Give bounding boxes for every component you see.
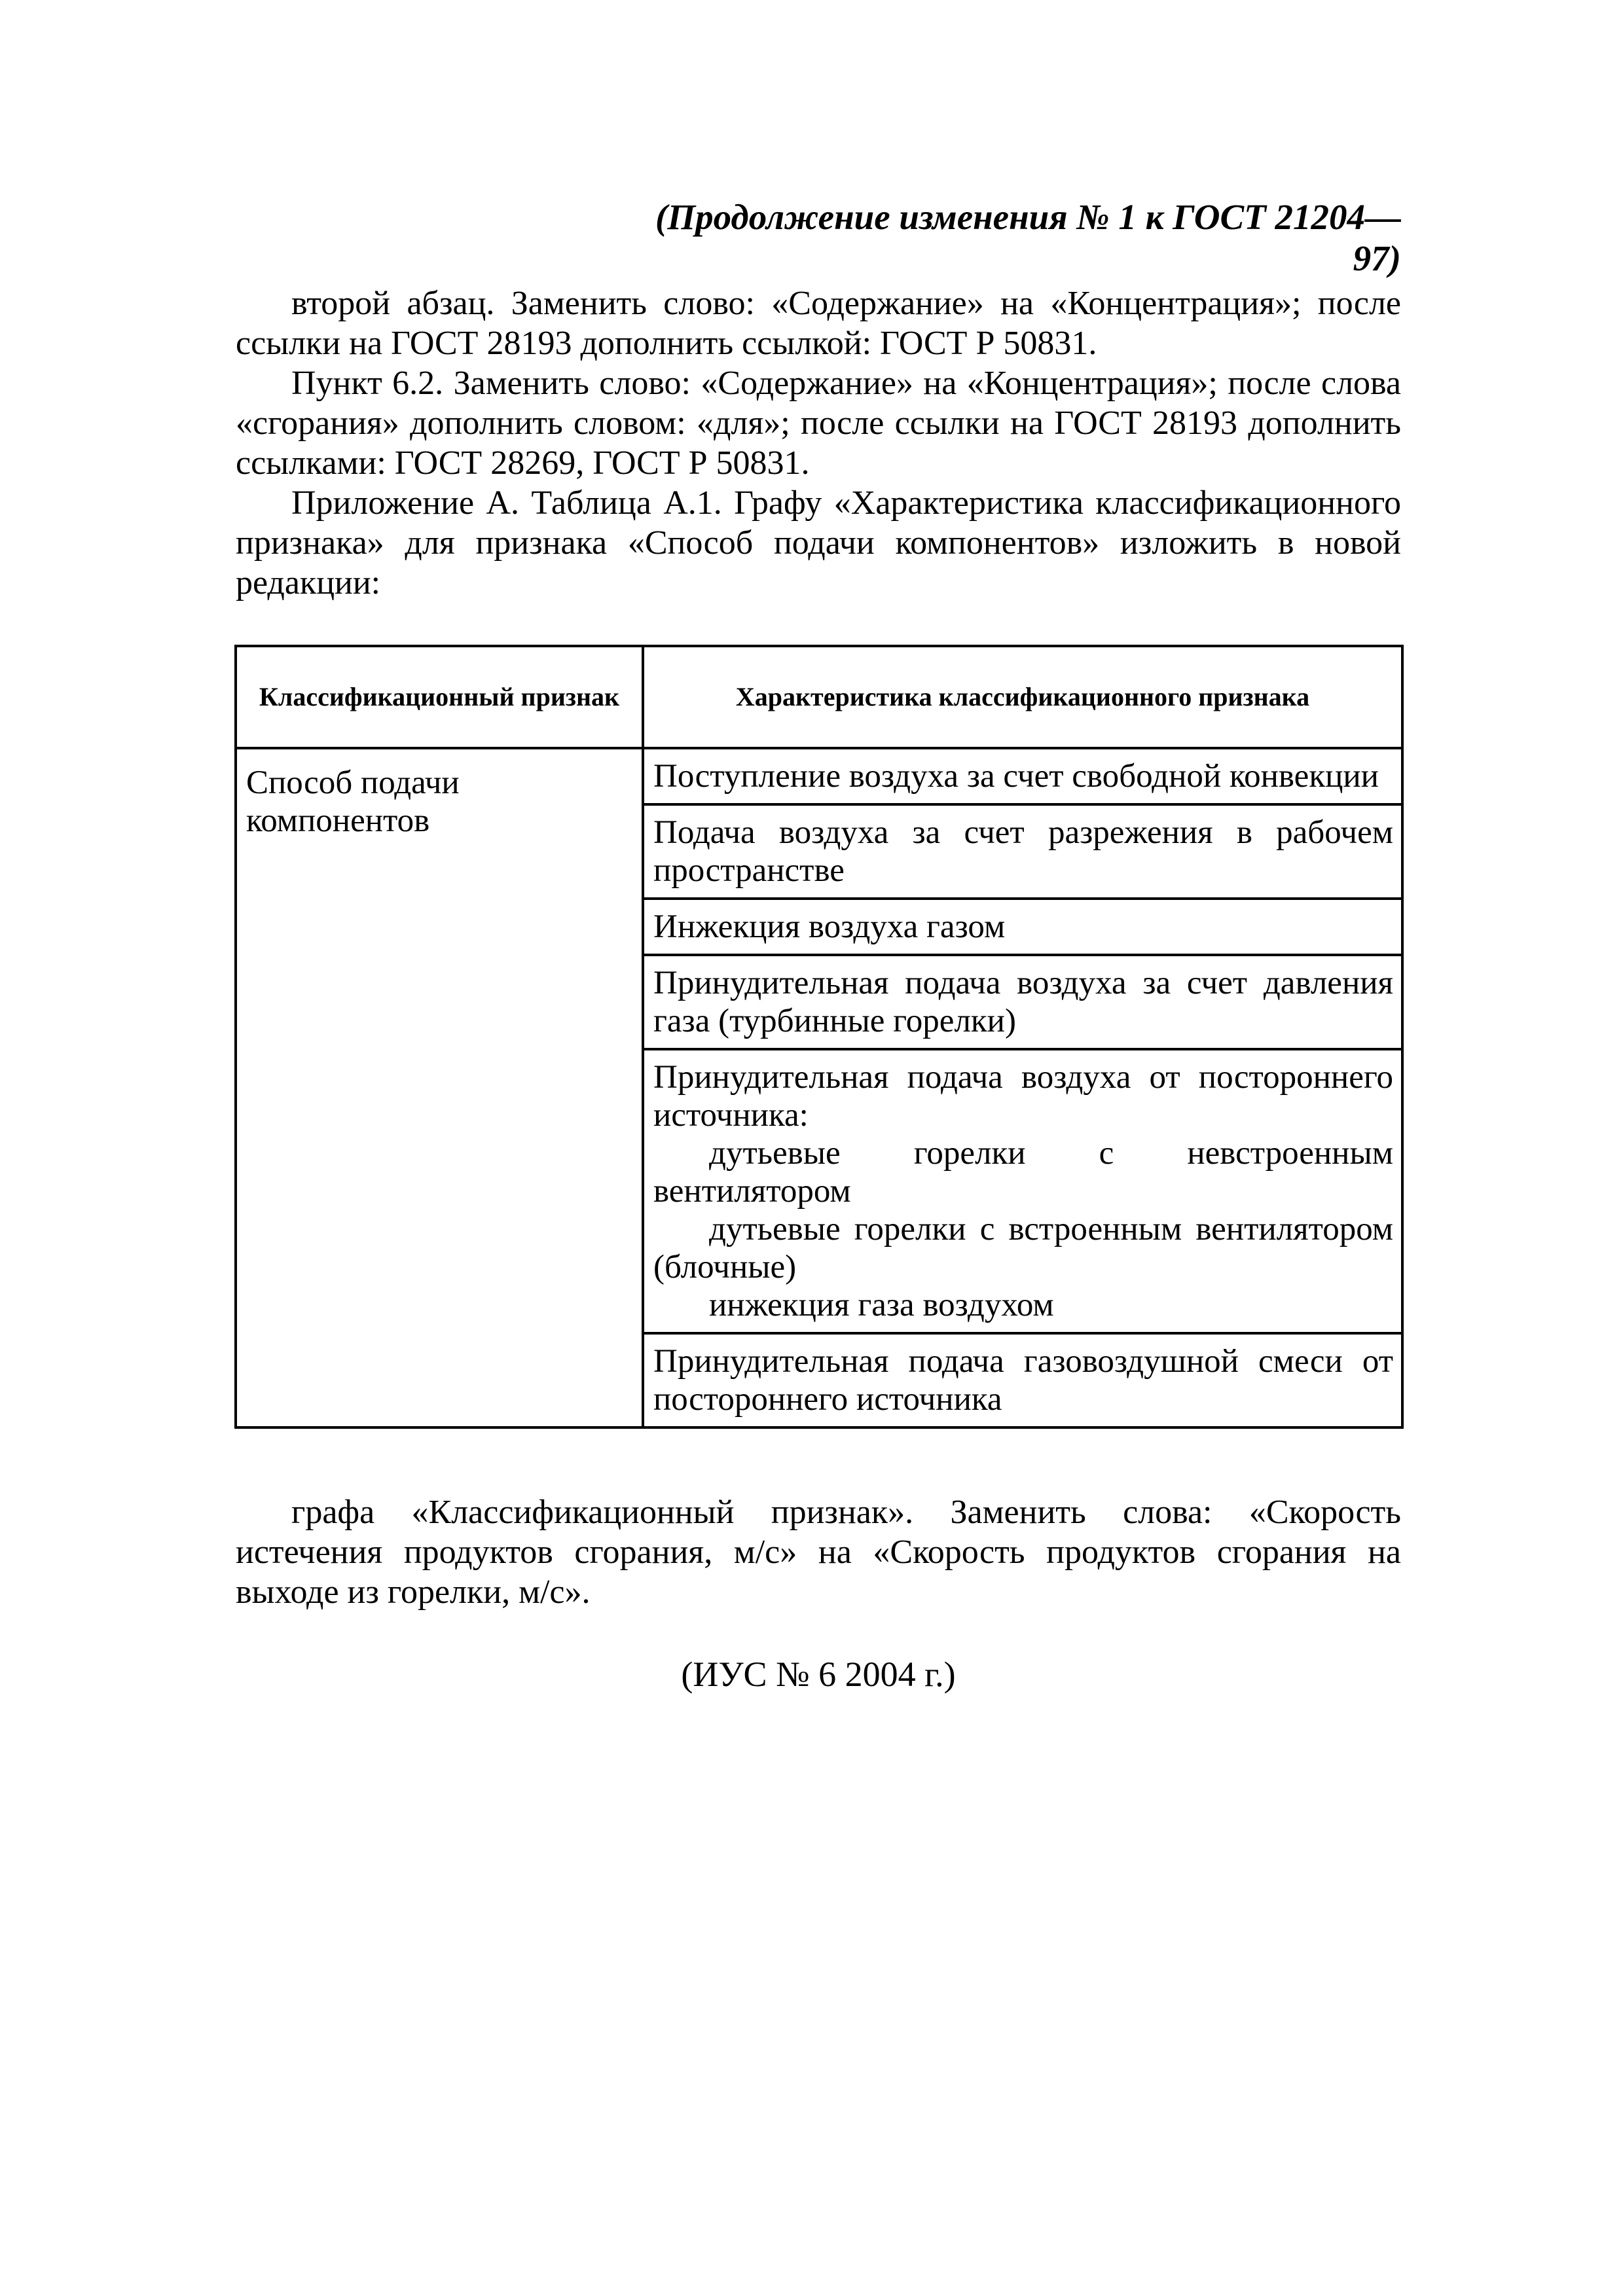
header-feature-characteristic: Характеристика классификационного признака [643, 646, 1402, 748]
page-header: (Продолжение изменения № 1 к ГОСТ 21204—97) [655, 197, 1401, 278]
classification-table [234, 645, 1404, 1429]
paragraph-grafa: графа «Классификационный признак». Заменить слова: «Скорость истечения продуктов сгорания, м/с» на «Скорость продуктов сгорания на выходе из горелки, м/с». [236, 1494, 1401, 1611]
characteristic-cell: Инжекция воздуха газом [643, 899, 1402, 955]
characteristic-cell: Принудительная подача газовоздушной смеси от постороннего источника [643, 1333, 1402, 1427]
header-classification-feature: Классификационный признак [236, 646, 643, 748]
outro-text [236, 1492, 1401, 1612]
ius-reference: (ИУС № 6 2004 г.) [681, 1655, 956, 1694]
characteristic-cell: Поступление воздуха за счет свободной конвекции [643, 748, 1402, 804]
sub-item: дутьевые горелки с встроенным вентилятором (блочные) [653, 1211, 1393, 1285]
intro-text [236, 283, 1401, 603]
table-header-row [236, 646, 1402, 748]
paragraph-second-abzats: второй абзац. Заменить слово: «Содержание» на «Концентрация»; после ссылки на ГОСТ 28193 дополнить ссылкой: ГОСТ Р 50831. [236, 285, 1401, 362]
characteristic-text: Принудительная подача воздуха от постороннего источника: [653, 1059, 1393, 1134]
characteristic-cell: Подача воздуха за счет разрежения в рабочем пространстве [643, 804, 1402, 899]
paragraph-appendix-a: Приложение А. Таблица А.1. Графу «Характеристика классификационного признака» для признака «Способ подачи компонентов» изложить в новой редакции: [236, 484, 1401, 601]
feature-cell: Способ подачи компонентов [236, 748, 643, 1427]
table-row [236, 748, 1402, 804]
characteristic-cell: Принудительная подача воздуха за счет давления газа (турбинные горелки) [643, 955, 1402, 1049]
sub-item: инжекция газа воздухом [709, 1287, 1054, 1323]
characteristic-cell-with-subitems [643, 1049, 1402, 1333]
sub-item: дутьевые горелки с невстроенным вентилятором [653, 1135, 1393, 1210]
paragraph-punkt-6-2: Пункт 6.2. Заменить слово: «Содержание» на «Концентрация»; после слова «сгорания» дополнить словом: «для»; после ссылки на ГОСТ 28193 дополнить ссылками: ГОСТ 28269, ГОСТ Р 50831. [236, 365, 1401, 482]
